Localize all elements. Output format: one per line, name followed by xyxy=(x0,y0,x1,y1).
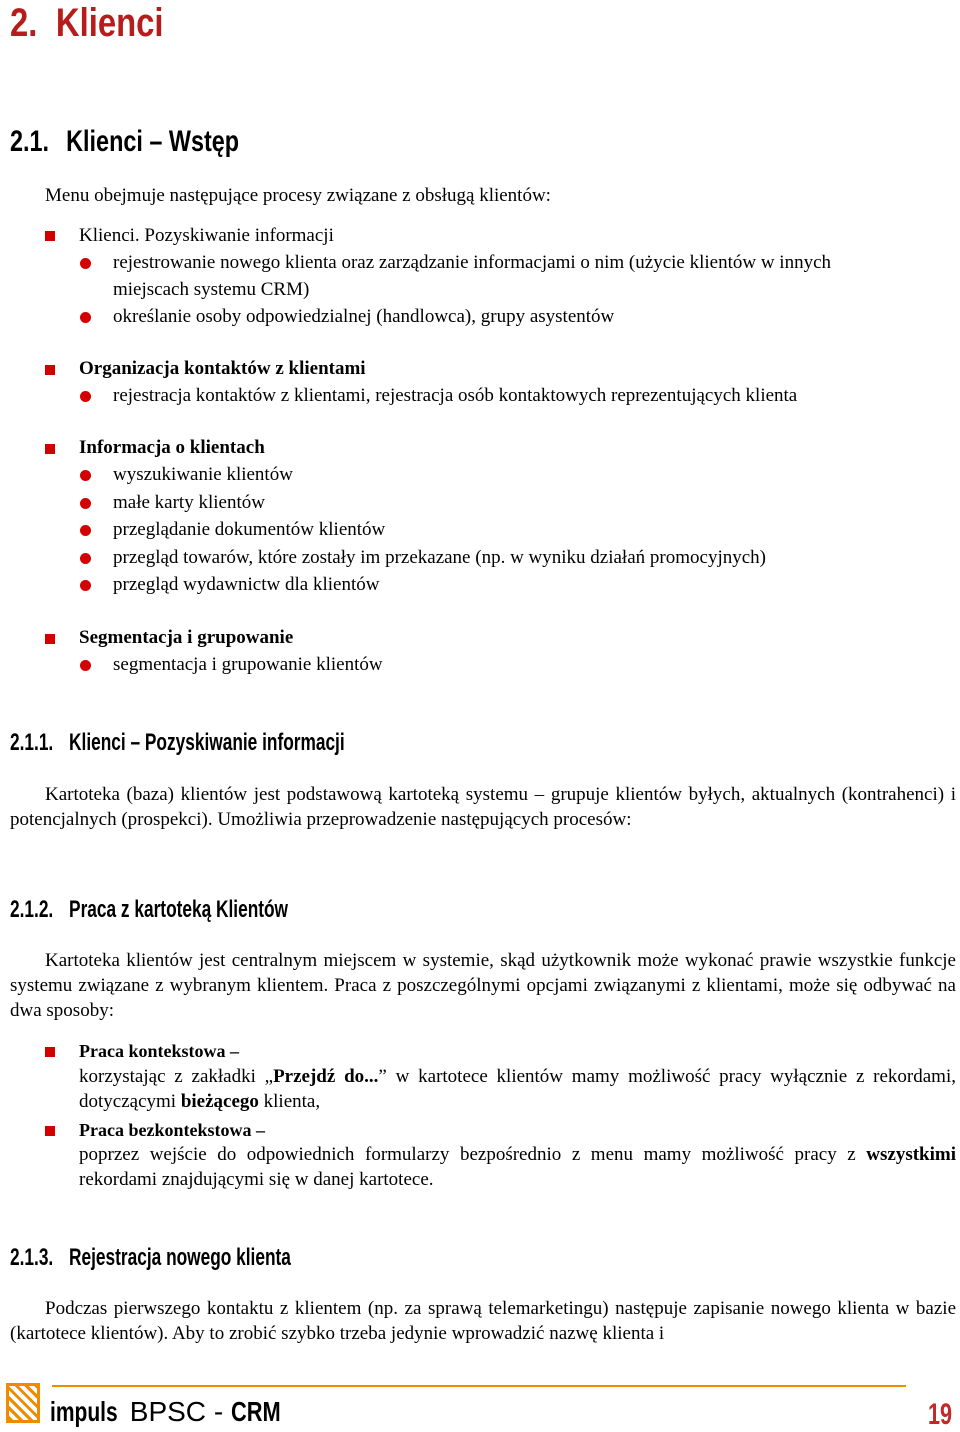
footer-divider xyxy=(52,1385,906,1387)
subsection-number: 2.1.1. xyxy=(10,729,54,756)
square-bullet-icon xyxy=(45,231,55,241)
subsection-title-text: Klienci – Pozyskiwanie informacji xyxy=(69,729,345,756)
paragraph: Kartoteka (baza) klientów jest podstawową kartoteką systemu – grupuje klientów byłych, aktualnych (kontrahenci) i potencjalnych (prospekci). Umożliwia przeprowadzenie następujących procesów: xyxy=(10,784,956,830)
list-item-continuation: miejscach systemu CRM) xyxy=(113,279,310,300)
footer-dash: - xyxy=(213,1396,224,1427)
chapter-number: 2. xyxy=(10,1,38,45)
list-item: przegląd wydawnictw dla klientów xyxy=(113,574,380,595)
round-bullet-icon xyxy=(80,258,91,269)
mode-text: poprzez wejście do odpowiednich formularzy bezpośrednio z menu mamy możliwość pracy z xyxy=(79,1144,867,1165)
mode-description xyxy=(79,1064,956,1114)
footer-crm: CRM xyxy=(230,1396,281,1427)
round-bullet-icon xyxy=(80,498,91,509)
round-bullet-icon xyxy=(80,525,91,536)
mode-title: Praca bezkontekstowa – xyxy=(79,1120,265,1140)
subsection-title xyxy=(10,896,288,924)
mode-description xyxy=(79,1142,956,1192)
round-bullet-icon xyxy=(80,553,91,564)
list-item: segmentacja i grupowanie klientów xyxy=(113,654,383,675)
list-item: określanie osoby odpowiedzialnej (handlowca), grupy asystentów xyxy=(113,306,615,327)
list-item: rejestracja kontaktów z klientami, rejestracja osób kontaktowych reprezentujących klienta xyxy=(113,385,798,406)
intro-text: Menu obejmuje następujące procesy związane z obsługą klientów: xyxy=(45,185,551,206)
section-number: 2.1. xyxy=(10,125,50,158)
subsection-title-text: Rejestracja nowego klienta xyxy=(69,1244,291,1271)
mode-text-bold: wszystkimi xyxy=(866,1144,956,1165)
chapter-title xyxy=(10,0,163,46)
paragraph: Kartoteka klientów jest centralnym miejscem w systemie, skąd użytkownik może wykonać prawie wszystkie funkcje systemu związane z wybranym klientem. Praca z poszczególnymi opcjami związanymi z klientami, może się odbywać na dwa sposoby: xyxy=(10,950,956,1021)
round-bullet-icon xyxy=(80,391,91,402)
list-item: małe karty klientów xyxy=(113,492,265,513)
square-bullet-icon xyxy=(45,365,55,375)
page-number: 19 xyxy=(928,1398,953,1431)
subsection-title-text: Praca z kartoteką Klientów xyxy=(69,896,289,923)
mode-text: ” w kartotece klientów mamy możliwość pracy wyłącznie z rekordami, dotyczącymi xyxy=(79,1066,956,1112)
square-bullet-icon xyxy=(45,444,55,454)
round-bullet-icon xyxy=(80,312,91,323)
square-bullet-icon xyxy=(45,1047,55,1057)
footer-brand xyxy=(50,1396,295,1428)
footer-brand-name: impuls xyxy=(50,1396,118,1427)
round-bullet-icon xyxy=(80,660,91,671)
section-title-text: Klienci – Wstęp xyxy=(66,125,240,158)
section-title xyxy=(10,125,239,159)
mode-text-bold: Przejdź do... xyxy=(273,1066,379,1087)
list-item: przegląd towarów, które zostały im przekazane (np. w wyniku działań promocyjnych) xyxy=(113,547,766,568)
square-bullet-icon xyxy=(45,1126,55,1136)
subsection-number: 2.1.3. xyxy=(10,1244,54,1271)
mode-text: korzystając z zakładki „ xyxy=(79,1066,274,1087)
subsection-title xyxy=(10,729,345,757)
round-bullet-icon xyxy=(80,580,91,591)
list-item: rejestrowanie nowego klienta oraz zarządzanie informacjami o nim (użycie klientów w innych xyxy=(113,252,832,273)
impuls-logo-icon xyxy=(6,1383,40,1423)
section-heading: Organizacja kontaktów z klientami xyxy=(79,358,366,379)
paragraph: Podczas pierwszego kontaktu z klientem (np. za sprawą telemarketingu) następuje zapisanie nowego klienta w bazie (kartotece klientów). Aby to zrobić szybko trzeba jedynie wprowadzić nazwę klienta i xyxy=(10,1298,956,1344)
footer-bpsc: BPSC xyxy=(129,1396,207,1427)
list-item: przeglądanie dokumentów klientów xyxy=(113,519,386,540)
section-heading: Klienci. Pozyskiwanie informacji xyxy=(79,225,334,246)
mode-title: Praca kontekstowa – xyxy=(79,1041,239,1061)
square-bullet-icon xyxy=(45,634,55,644)
subsection-title xyxy=(10,1244,291,1272)
list-item: wyszukiwanie klientów xyxy=(113,464,293,485)
section-heading: Segmentacja i grupowanie xyxy=(79,627,294,648)
chapter-title-text: Klienci xyxy=(55,1,164,45)
mode-text: rekordami znajdującymi się w danej kartotece. xyxy=(79,1169,434,1190)
mode-text-bold: bieżącego xyxy=(180,1091,259,1112)
section-heading: Informacja o klientach xyxy=(79,437,265,458)
mode-text: klienta, xyxy=(258,1091,321,1112)
subsection-number: 2.1.2. xyxy=(10,896,54,923)
round-bullet-icon xyxy=(80,470,91,481)
